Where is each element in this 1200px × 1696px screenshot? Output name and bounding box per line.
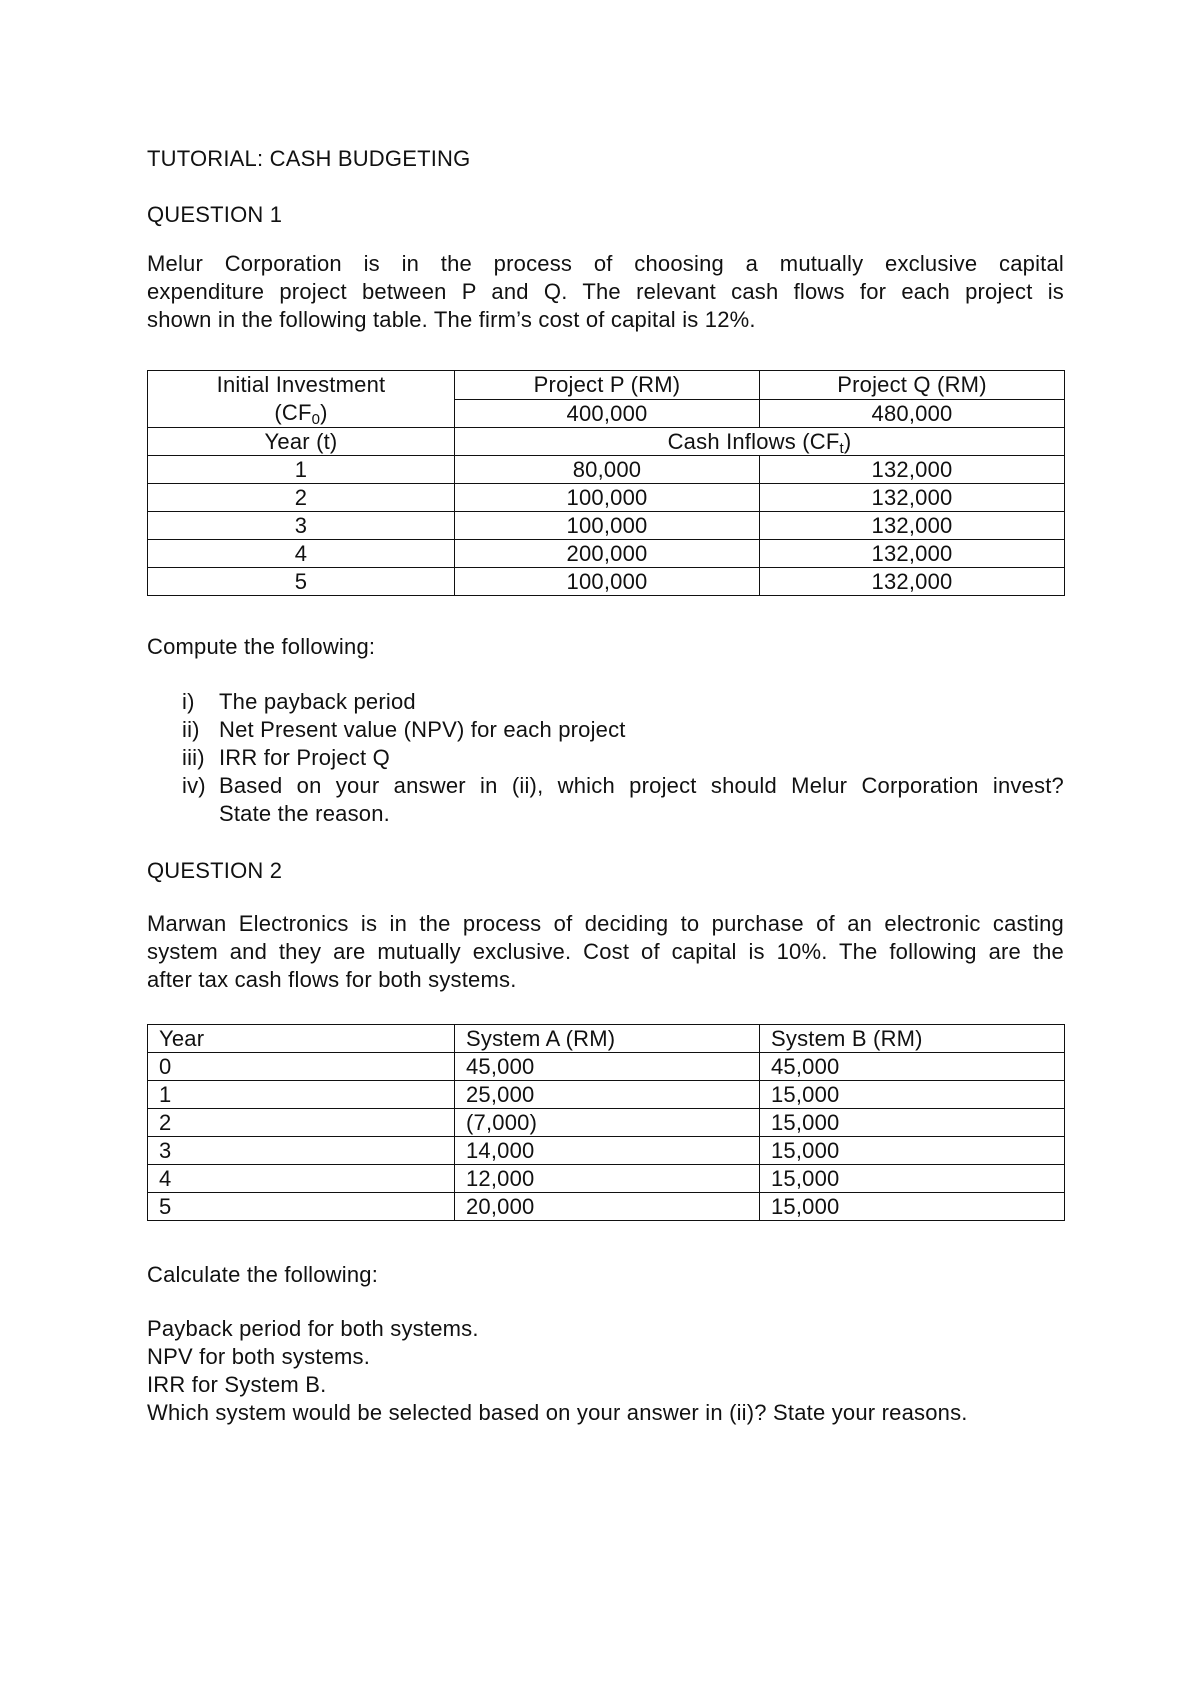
project-q-cell: 132,000 [760, 568, 1065, 596]
table-row [148, 456, 1065, 484]
project-q-cell: 132,000 [760, 540, 1065, 568]
question-2-heading: QUESTION 2 [147, 858, 283, 883]
year-cell: 2 [148, 1109, 455, 1137]
list-item [147, 744, 1064, 772]
system-cash-flow-table [147, 1024, 1065, 1221]
system-a-cell: 20,000 [455, 1193, 760, 1221]
compute-instruction: Compute the following: [147, 634, 376, 659]
list-item-number: iii) [182, 745, 205, 770]
project-p-cell: 100,000 [455, 484, 760, 512]
column-header-project-q: Project Q (RM) [760, 371, 1065, 400]
table-row [148, 1193, 1065, 1221]
table-row [148, 1025, 1065, 1053]
question-2-task: Which system would be selected based on your answer in (ii)? State your reasons. [147, 1400, 968, 1425]
table-row [148, 1053, 1065, 1081]
year-cell: 5 [148, 1193, 455, 1221]
initial-investment-label-line-2 [148, 399, 454, 427]
system-b-cell: 15,000 [760, 1137, 1065, 1165]
question-1-task-list [147, 688, 1064, 828]
document-title: TUTORIAL: CASH BUDGETING [147, 146, 471, 171]
column-header-system-a: System A (RM) [455, 1025, 760, 1053]
question-2-task: Payback period for both systems. [147, 1316, 479, 1341]
table-row [148, 484, 1065, 512]
list-item-text: Based on your answer in (ii), which project should Melur Corporation invest? [219, 773, 1064, 798]
question-1-intro-line: Melur Corporation is in the process of choosing a mutually exclusive capital [147, 251, 1064, 276]
year-cell: 1 [148, 1081, 455, 1109]
project-q-cell: 132,000 [760, 512, 1065, 540]
table-row [148, 371, 1065, 400]
system-a-cell: 12,000 [455, 1165, 760, 1193]
cf-symbol: (CF [274, 400, 312, 425]
project-cash-flow-table [147, 370, 1065, 596]
column-header-year: Year [148, 1025, 455, 1053]
cash-inflows-subscript: t [839, 440, 844, 456]
cf-subscript: 0 [311, 411, 321, 428]
system-a-cell: (7,000) [455, 1109, 760, 1137]
table-row [148, 1109, 1065, 1137]
project-p-cell: 100,000 [455, 512, 760, 540]
initial-investment-p: 400,000 [455, 399, 760, 428]
year-cell: 1 [148, 456, 455, 484]
table-row [148, 1081, 1065, 1109]
list-item [147, 772, 1064, 828]
project-p-cell: 100,000 [455, 568, 760, 596]
table-row [148, 1137, 1065, 1165]
table-row [148, 568, 1065, 596]
table-row [148, 1165, 1065, 1193]
system-b-cell: 45,000 [760, 1053, 1065, 1081]
table-row [148, 540, 1065, 568]
list-item-text-continued: State the reason. [219, 801, 390, 826]
system-b-cell: 15,000 [760, 1081, 1065, 1109]
question-1-intro-line: shown in the following table. The firm’s cost of capital is 12%. [147, 307, 756, 332]
question-2-intro-line: after tax cash flows for both systems. [147, 967, 517, 992]
system-a-cell: 25,000 [455, 1081, 760, 1109]
year-cell: 0 [148, 1053, 455, 1081]
list-item [147, 688, 1064, 716]
initial-investment-label-line-1: Initial Investment [216, 372, 386, 397]
project-p-cell: 200,000 [455, 540, 760, 568]
year-cell: 2 [148, 484, 455, 512]
table-row [148, 512, 1065, 540]
year-label: Year (t) [148, 428, 455, 456]
system-b-cell: 15,000 [760, 1109, 1065, 1137]
project-q-cell: 132,000 [760, 484, 1065, 512]
year-cell: 4 [148, 540, 455, 568]
system-a-cell: 14,000 [455, 1137, 760, 1165]
calculate-instruction: Calculate the following: [147, 1262, 379, 1287]
question-1-intro-line: expenditure project between P and Q. The relevant cash flows for each project is [147, 279, 1064, 304]
project-p-cell: 80,000 [455, 456, 760, 484]
question-2-task: NPV for both systems. [147, 1344, 371, 1369]
year-cell: 3 [148, 512, 455, 540]
list-item-text: The payback period [219, 689, 416, 714]
initial-investment-q: 480,000 [760, 399, 1065, 428]
list-item-number: iv) [182, 773, 206, 798]
initial-investment-label [148, 371, 455, 428]
system-b-cell: 15,000 [760, 1165, 1065, 1193]
cash-inflows-label [455, 428, 1065, 456]
year-cell: 5 [148, 568, 455, 596]
list-item-text: Net Present value (NPV) for each project [219, 717, 626, 742]
list-item-text: IRR for Project Q [219, 745, 390, 770]
question-2-intro-line: Marwan Electronics is in the process of deciding to purchase of an electronic casting [147, 911, 1064, 936]
project-q-cell: 132,000 [760, 456, 1065, 484]
year-cell: 3 [148, 1137, 455, 1165]
question-2-task: IRR for System B. [147, 1372, 327, 1397]
question-2-intro-line: system and they are mutually exclusive. Cost of capital is 10%. The following are the [147, 939, 1064, 964]
question-1-heading: QUESTION 1 [147, 202, 283, 227]
table-row [148, 428, 1065, 456]
system-a-cell: 45,000 [455, 1053, 760, 1081]
question-2-intro [147, 910, 1064, 994]
cash-inflows-text: Cash Inflows (CF [667, 429, 840, 454]
cf-close: ) [320, 400, 328, 425]
cash-inflows-close: ) [843, 429, 852, 454]
column-header-project-p: Project P (RM) [455, 371, 760, 400]
list-item-number: i) [182, 689, 195, 714]
question-1-intro [147, 250, 1064, 334]
list-item [147, 716, 1064, 744]
column-header-system-b: System B (RM) [760, 1025, 1065, 1053]
list-item-number: ii) [182, 717, 200, 742]
system-b-cell: 15,000 [760, 1193, 1065, 1221]
year-cell: 4 [148, 1165, 455, 1193]
